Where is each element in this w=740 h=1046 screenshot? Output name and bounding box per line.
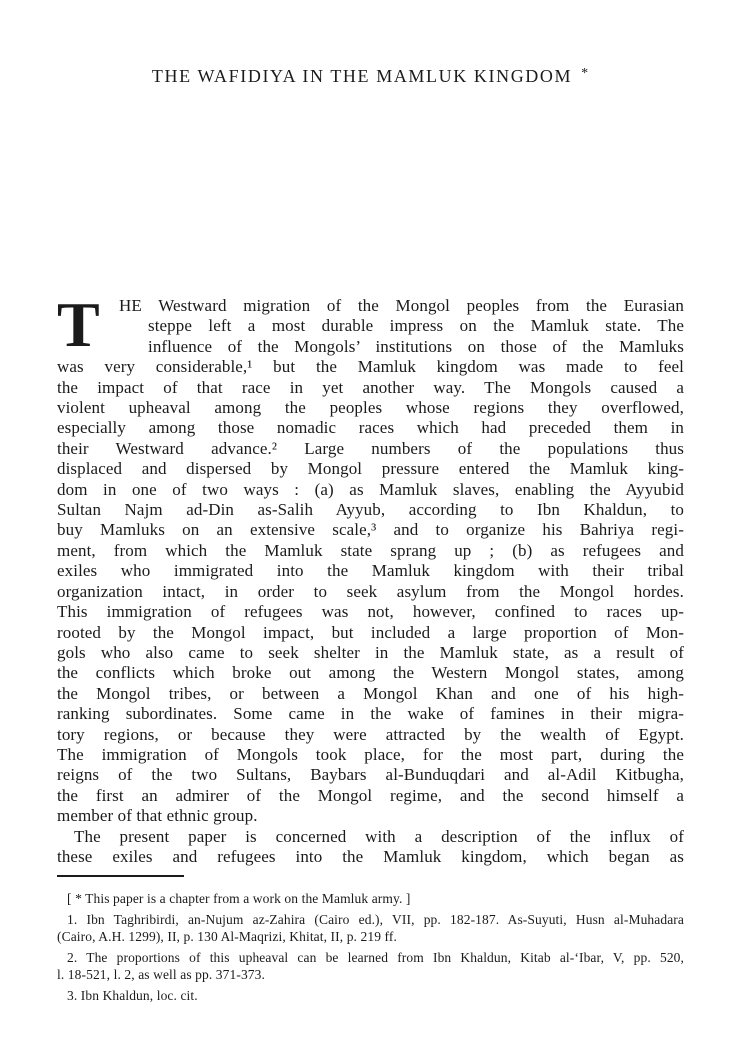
- text-line: influence of the Mongols’ institutions on those of the Mamluks: [148, 336, 684, 356]
- text-line: dom in one of two ways : (a) as Mamluk slaves, enabling the Ayyubid: [57, 479, 684, 499]
- text-line: the Mongol tribes, or between a Mongol Khan and one of his high-: [57, 683, 684, 703]
- paper-title-text: THE WAFIDIYA IN THE MAMLUK KINGDOM: [151, 66, 573, 86]
- footnote-1: [57, 911, 684, 945]
- text-line: 3. Ibn Khaldun, loc. cit.: [67, 988, 198, 1003]
- second-paragraph-lines: [57, 827, 684, 868]
- text-line: gols who also came to seek shelter in the Mamluk state, as a result of: [57, 642, 684, 662]
- text-line: 1. Ibn Taghribirdi, an-Nujum az-Zahira (Cairo ed.), VII, pp. 182-187. As-Suyuti, Husn al-Muhadara: [67, 912, 684, 927]
- text-line: buy Mamluks on an extensive scale,³ and to organize his Bahriya regi-: [57, 520, 684, 540]
- text-line: ranking subordinates. Some came in the wake of famines in their migra-: [57, 704, 684, 724]
- text-line: member of that ethnic group.: [57, 806, 258, 826]
- text-line: 2. The proportions of this upheaval can be learned from Ibn Khaldun, Kitab al-‘Ibar, V, pp. 520,: [67, 950, 684, 965]
- footnote-star: [ * This paper is a chapter from a work on the Mamluk army. ]: [67, 891, 411, 906]
- text-line: steppe left a most durable impress on the Mamluk state. The: [148, 316, 684, 336]
- footnote-3: [57, 987, 684, 1004]
- text-line: l. 18-521, l. 2, as well as pp. 371-373.: [57, 967, 265, 982]
- footnotes: [57, 890, 684, 1004]
- footnote-separator-rule: [57, 875, 184, 877]
- text-line: (Cairo, A.H. 1299), II, p. 130 Al-Maqrizi, Khitat, II, p. 219 ff.: [57, 929, 397, 944]
- text-line: HE Westward migration of the Mongol peoples from the Eurasian: [119, 296, 684, 315]
- text-line: these exiles and refugees into the Mamluk kingdom, which began as: [57, 846, 684, 866]
- second-paragraph: [57, 827, 684, 868]
- text-line: organization intact, in order to seek asylum from the Mongol hordes.: [57, 581, 684, 601]
- text-line: their Westward advance.² Large numbers of the populations thus: [57, 438, 684, 458]
- text-line: violent upheaval among the peoples whose regions they overflowed,: [57, 398, 684, 418]
- text-line: Sultan Najm ad-Din as-Salih Ayyub, according to Ibn Khaldun, to: [57, 500, 684, 520]
- text-line: tory regions, or because they were attracted by the wealth of Egypt.: [57, 724, 684, 744]
- text-line: the first an admirer of the Mongol regime, and the second himself a: [57, 785, 684, 805]
- footnote-2: [57, 949, 684, 983]
- text-line: This immigration of refugees was not, however, confined to races up-: [57, 602, 684, 622]
- text-line: was very considerable,¹ but the Mamluk kingdom was made to feel: [57, 357, 684, 377]
- text-line: The immigration of Mongols took place, for the most part, during the: [57, 744, 684, 764]
- article-body: [57, 289, 684, 867]
- text-line: The present paper is concerned with a description of the influx of: [74, 826, 684, 846]
- text-line: displaced and dispersed by Mongol pressure entered the Mamluk king-: [57, 459, 684, 479]
- title-footnote-marker: *: [581, 66, 589, 81]
- opening-paragraph: [57, 289, 684, 827]
- text-line: reigns of the two Sultans, Baybars al-Bunduqdari and al-Adil Kitbugha,: [57, 765, 684, 785]
- text-line: rooted by the Mongol impact, but included a large proportion of Mon-: [57, 622, 684, 642]
- text-line: the conflicts which broke out among the Western Mongol states, among: [57, 663, 684, 683]
- dropcap-letter: T: [57, 289, 100, 360]
- opening-paragraph-lines: [57, 289, 684, 827]
- text-line: the impact of that race in yet another way. The Mongols caused a: [57, 377, 684, 397]
- text-line: exiles who immigrated into the Mamluk kingdom with their tribal: [57, 561, 684, 581]
- text-line: especially among those nomadic races which had preceded them in: [57, 418, 684, 438]
- text-line: ment, from which the Mamluk state sprang up ; (b) as refugees and: [57, 540, 684, 560]
- paper-title: [0, 62, 740, 88]
